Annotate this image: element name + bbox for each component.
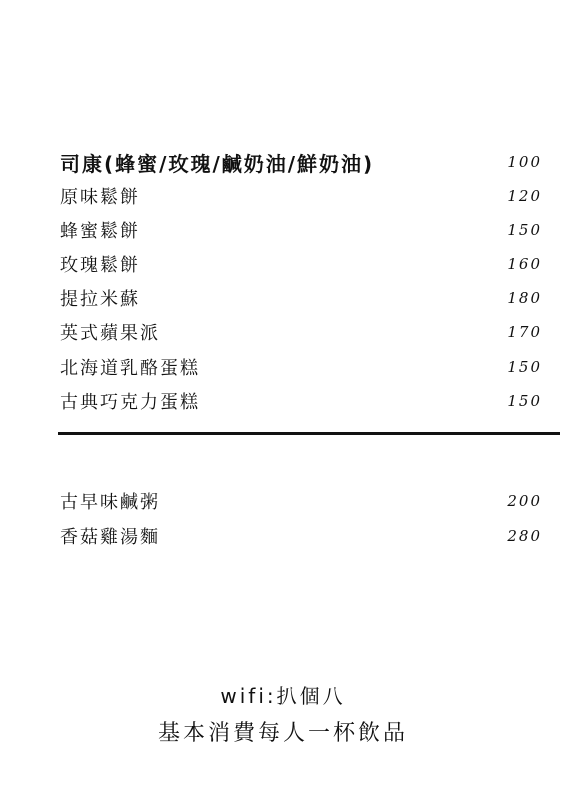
item-name: 玫瑰鬆餅 — [60, 255, 140, 276]
item-price: 100 — [507, 153, 542, 171]
item-price: 150 — [507, 358, 542, 376]
item-name: 香菇雞湯麵 — [60, 527, 160, 548]
menu-item — [60, 317, 546, 347]
minimum-charge-note: 基本消費每人一杯飲品 — [157, 721, 408, 746]
menu-item — [60, 486, 546, 516]
item-price: 180 — [507, 289, 542, 307]
item-price: 150 — [507, 392, 542, 410]
item-name: 司康(蜂蜜/玫瑰/鹹奶油/鮮奶油) — [60, 151, 375, 176]
item-name: 古典巧克力蛋糕 — [60, 392, 200, 413]
item-name: 提拉米蘇 — [60, 289, 140, 310]
item-price: 280 — [507, 527, 542, 545]
section-divider — [58, 432, 560, 435]
item-price: 160 — [507, 255, 542, 273]
item-price: 120 — [507, 187, 542, 205]
item-name: 蜂蜜鬆餅 — [60, 221, 140, 242]
menu-item — [60, 181, 546, 211]
item-price: 150 — [507, 221, 542, 239]
item-name: 古早味鹹粥 — [60, 492, 160, 513]
wifi-info: wifi:扒個八 — [220, 684, 346, 708]
item-name: 英式蘋果派 — [60, 323, 160, 344]
menu-item — [60, 283, 546, 313]
item-price: 170 — [507, 323, 542, 341]
menu-item — [60, 352, 546, 382]
menu-item — [60, 215, 546, 245]
menu-item — [60, 386, 546, 416]
item-name: 北海道乳酪蛋糕 — [60, 358, 200, 379]
menu-item — [60, 249, 546, 279]
menu-item — [60, 147, 546, 177]
item-name: 原味鬆餅 — [60, 187, 140, 208]
item-price: 200 — [507, 492, 542, 510]
menu-item — [60, 521, 546, 551]
